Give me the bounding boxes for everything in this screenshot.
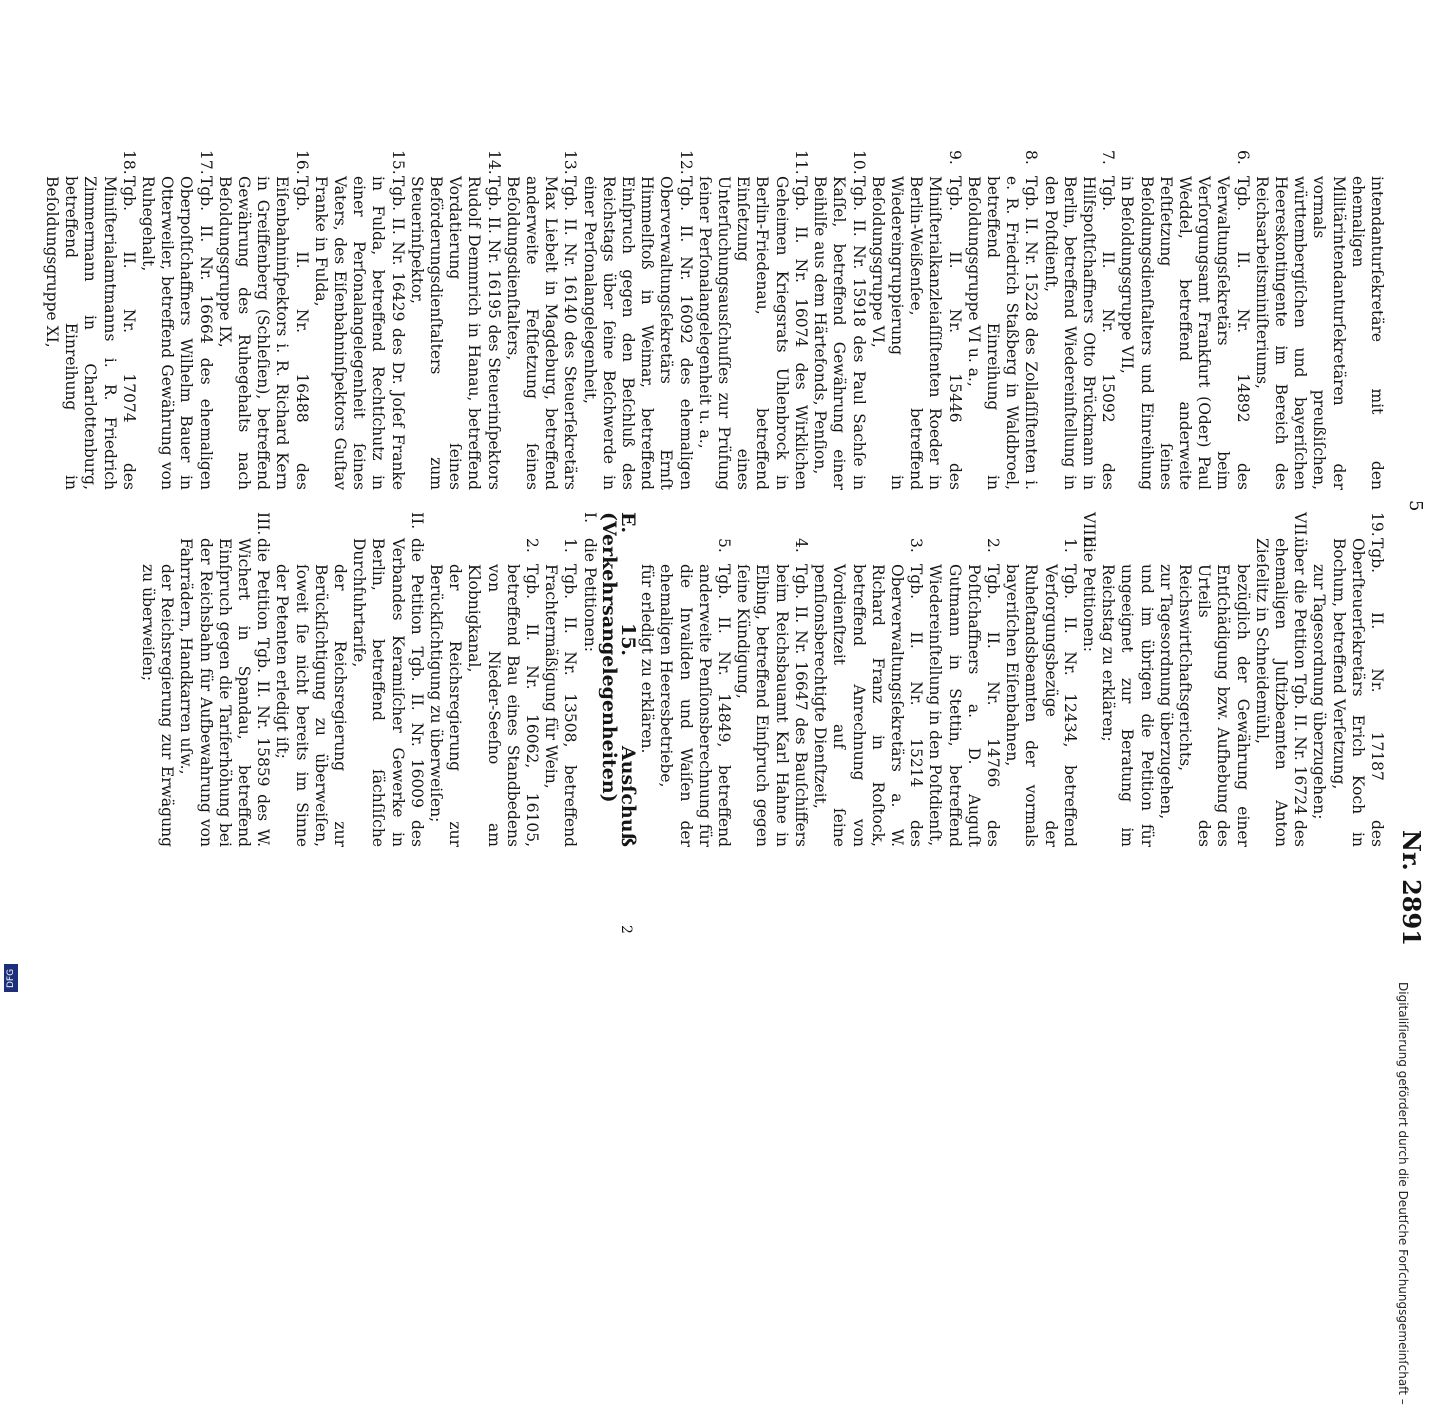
list-item: 10. Tgb. II. Nr. 15918 des Paul Sachſe in Kaſſel, betreffend Gewährung einer Beihilfe aus dem Härtefonds, Penſion, bbox=[811, 150, 868, 490]
decision-line: der Reichsregierung zur Erwägung zu überweiſen; bbox=[139, 564, 177, 847]
section-viii: VIII. die Petitionen: bbox=[1079, 512, 1098, 652]
list-item: 5. Tgb. II. Nr. 14849, betreffend anderweite Penſionsberechnung für die Invaliden und Waiſen der ehemaligen Heeresbetriebe, bbox=[657, 538, 734, 847]
left-column bbox=[42, 150, 1386, 490]
list-item: 2. Tgb. II. Nr. 16062, 16105, betreffend Bau eines Standbedens von Nieder-Seeſno am Klobnigkanal, bbox=[465, 538, 542, 847]
section-e-ii: II. die Petition Tgb. II. Nr. 16009 des Verbandes Keramiſcher Gewerke in Berlin, betreffend ſächſiſche Durchfuhrtarife, bbox=[350, 512, 426, 847]
decision-line: für erledigt zu erklären. bbox=[638, 564, 657, 754]
list-item: 12. Tgb. II. Nr. 16092 des ehemaligen Oberverwaltungsſekretärs Ernſt Himmelſtoß in Weimar, betreffend Einſpruch gegen den Beſchluß des Reichstags über ſeine Beſchwerde in einer Perſonalangelegenheit, bbox=[580, 150, 695, 490]
section-vii: VII. über die Petition Tgb. II. Nr. 16724 des ehemaligen Juſtizbeamten Anton Zieſelitz in Schneidemühl, bbox=[1252, 512, 1310, 847]
list-item: 6. Tgb. II. Nr. 14892 des Verwaltungsſekretärs beim Verſorgungsamt Frankfurt (Oder) Paul Weddel, betreffend anderweite Feſtſetzung ſeines Beſoldungsdienſtalters und Einreihung in Beſoldungsgruppe VII, bbox=[1118, 150, 1252, 490]
list-item: 11. Tgb. II. Nr. 16074 des Wirklichen Geheimen Kriegsrats Uhlenbrock in Berlin-Friedenau, betreffend Einſetzung eines Unterſuchungsausſchuſſes zur Prüfung ſeiner Perſonalangelegenheit u. a., bbox=[695, 150, 810, 490]
dfg-logo: DFG bbox=[4, 964, 18, 992]
list-item: 19. Tgb. II. Nr. 17187 des Oberſteuerſekretärs Erich Koch in Bochum, betreffend Verſetzung, bbox=[1329, 512, 1386, 847]
signature-mark: 2 bbox=[618, 925, 634, 934]
list-item: 14. Tgb. II. Nr. 16195 des Steuerinſpektors Rudolf Demmrich in Hanau, betreffend Vordatierung ſeines Beförderungsdienſtalters zum Steuerinſpektor, bbox=[407, 150, 503, 490]
list-item: 1. Tgb. II. Nr. 12434, betreffend Verſorgungsbezüge der Ruheſtandsbeamten der vormals bayeriſchen Eiſenbahnen, bbox=[1003, 538, 1079, 847]
decision-line: der Reichsregierung zur Berückſichtigung zu überweiſen, ſoweit ſie nicht bereits im Sinne der Petenten erledigt iſt; bbox=[273, 564, 350, 847]
decision-line: zur Tagesordnung überzugehen; bbox=[1310, 564, 1329, 820]
document-number: Nr. 2891 bbox=[1397, 830, 1426, 946]
list-item: 18. Tgb. II. Nr. 17074 des Miniſterialamtmanns i. R. Friedrich Zimmermann in Charlottenburg, betreffend Einreihung in Beſoldungsgruppe XI, bbox=[42, 150, 138, 490]
list-item: 9. Tgb. II. Nr. 15446 des Miniſterialkanzleiaſſiſtenten Roeder in Berlin-Weißenſee, betreffend Wiedereingruppierung in Beſoldungsgruppe VI, bbox=[868, 150, 964, 490]
section-heading: E. 15. Ausſchuß (Verkehrsangelegenheiten) bbox=[597, 512, 640, 847]
decision-line: und im übrigen die Petition für ungeeignet zur Beratung im Reichstag zu erklären; bbox=[1099, 564, 1156, 847]
decision-line: zur Tagesordnung überzugehen, bbox=[1156, 564, 1175, 820]
section-vii-sub: bezüglich der Gewährung einer Entſchädigung bzw. Aufhebung des Urteils des Reichswirtſchaftsgerichts, bbox=[1175, 564, 1252, 847]
list-item: 1. Tgb. II. Nr. 13508, betreffend Frachtermäßigung für Wein, bbox=[542, 538, 580, 847]
page-number: 5 bbox=[1405, 500, 1426, 512]
section-e-iii: III. die Petition Tgb. II. Nr. 15859 des W. Wichert in Spandau, betreffend Einſpruch gegen die Tariferhöhung bei der Reichsbahn für Aufbewahrung von Fahrrädern, Handkarren uſw., bbox=[177, 512, 273, 847]
digitization-note: Digitaliſierung gefördert durch die Deutſche Forſchungsgemeinſchaft – bbox=[1396, 982, 1410, 1405]
list-item: 2. Tgb. II. Nr. 14766 des Poſtſchaffners a. D. Auguſt Gutmann in Stettin, betreffend Wiedereinſtellung in den Poſtdienſt, bbox=[926, 538, 1002, 847]
list-item: 17. Tgb. II. Nr. 16664 des ehemaligen Oberpoſtſchaffners Wilhelm Bauer in Otterweiler, betreffend Gewährung von Ruhegehalt, bbox=[139, 150, 215, 490]
decision-line: der Reichsregierung zur Berückſichtigung zu überweiſen; bbox=[427, 564, 465, 847]
right-column bbox=[138, 512, 1386, 847]
left-intro: intendanturſekretäre mit den ehemaligen Militärintendanturſekretären der vormals preußiſchen, württembergiſchen und bayeriſchen Heereskontingente im Bereich des Reichsarbeitsminiſteriums, bbox=[1252, 176, 1386, 490]
section-e-i: I. die Petitionen: bbox=[580, 512, 599, 652]
list-item: 13. Tgb. II. Nr. 16140 des Steuerſekretärs Max Liebelt in Magdeburg, betreffend anderweite Feſtſetzung ſeines Beſoldungsdienſtalters, bbox=[503, 150, 580, 490]
list-item: 4. Tgb. II. Nr. 16647 des Bauſchiffers beim Reichsbauamt Karl Hahne in Elbing, betreffend Einſpruch gegen ſeine Kündigung, bbox=[734, 538, 810, 847]
list-item: 16. Tgb. II. Nr. 16488 des Eiſenbahninſpektors i. R. Richard Kern in Greiffenberg (Schleſien), betreffend Gewährung des Ruhegehalts nach Beſoldungsgruppe IX, bbox=[215, 150, 311, 490]
list-item: 3. Tgb. II. Nr. 15214 des Oberverwaltungsſekretärs a. W. Richard Franz in Roſtock, betreffend Anrechnung von Vordienſtzeit auf ſeine penſionsberechtigte Dienſtzeit, bbox=[811, 538, 926, 847]
list-item: 7. Tgb. II. Nr. 15092 des Hilfspoſtſchaffners Otto Brückmann in Berlin, betreffend Wiedereinſtellung in den Poſtdienſt, bbox=[1041, 150, 1118, 490]
list-item: 15. Tgb. II. Nr. 16429 des Dr. Joſef Franke in Fulda, betreffend Rechtſchutz in einer Perſonalangelegenheit ſeines Vaters, des Eiſenbahninſpektors Guſtav Franke in Fulda, bbox=[311, 150, 407, 490]
list-item: 8. Tgb. II. Nr. 15228 des Zollaſſiſtenten i. e. R. Friedrich Staßberg in Waldbroel, betreffend Einreihung in Beſoldungsgruppe VI u. a., bbox=[964, 150, 1041, 490]
